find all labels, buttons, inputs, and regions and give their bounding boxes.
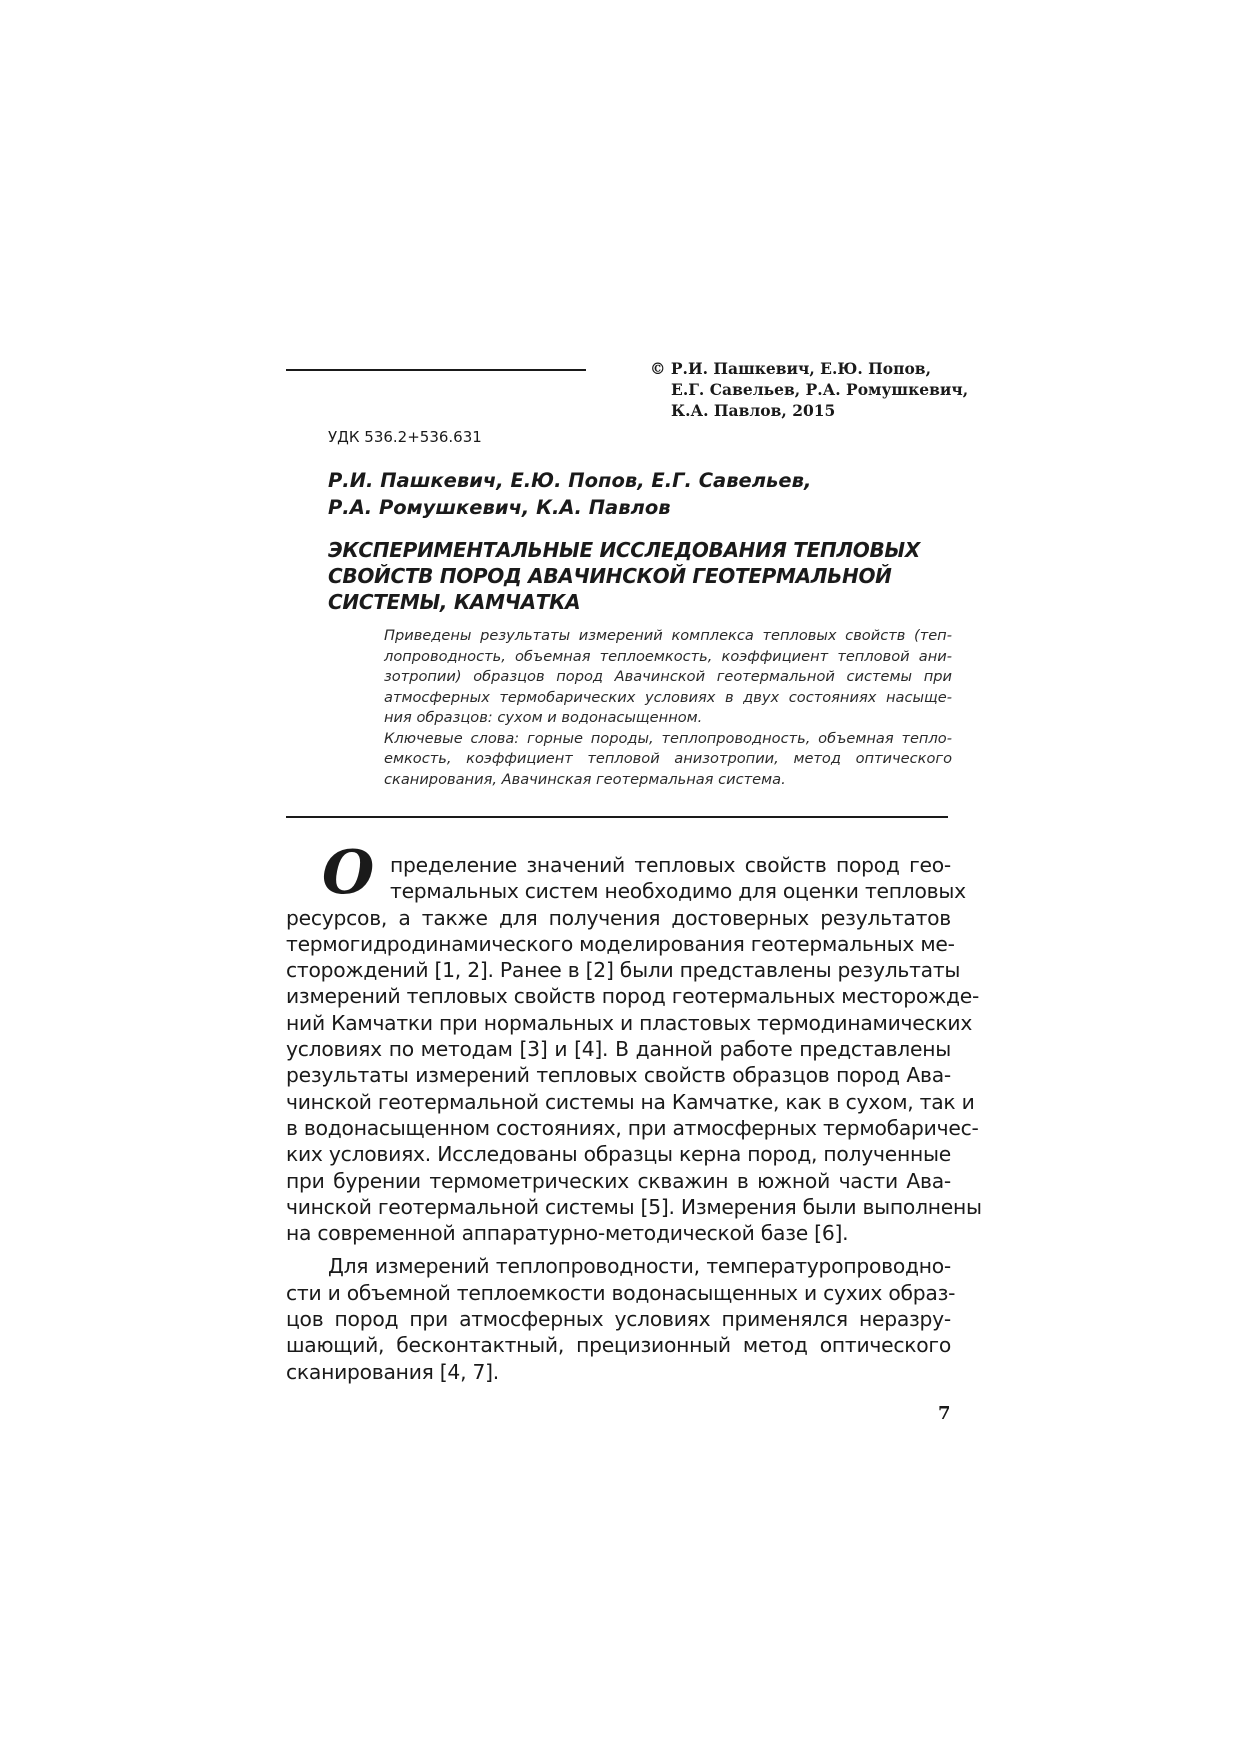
body-line: условиях по методам [3] и [4]. В данной работе представлены xyxy=(286,1037,951,1062)
keywords-line: сканирования, Авачинская геотермальная система. xyxy=(384,770,786,788)
abstract-line: зотропии) образцов пород Авачинской геотермальной системы при xyxy=(384,668,952,685)
udk-code: УДК 536.2+536.631 xyxy=(328,428,482,446)
body-line: чинской геотермальной системы на Камчатке, как в сухом, так и xyxy=(286,1089,975,1114)
body-line: измерений тепловых свойств пород геотермальных месторожде- xyxy=(286,984,980,1009)
keywords-line: Ключевые слова: горные породы, теплопроводность, объемная тепло- xyxy=(384,729,952,747)
authors xyxy=(328,467,888,521)
copyright-line-3: К.А. Павлов, 2015 xyxy=(671,401,836,420)
abstract-line: атмосферных термобарических условиях в двух состояниях насыще- xyxy=(384,688,952,706)
keywords-line: емкость, коэффициент тепловой анизотропии, метод оптического xyxy=(384,750,952,767)
abstract-line: лопроводность, объемная теплоемкость, коэффициент тепловой ани- xyxy=(384,647,952,665)
body-line: шающий, бесконтактный, прецизионный метод оптического xyxy=(286,1333,951,1358)
body-line: цов пород при атмосферных условиях применялся неразру- xyxy=(286,1307,951,1332)
body-line: пределение значений тепловых свойств пород гео- xyxy=(390,853,951,877)
copyright-notice xyxy=(650,358,970,421)
drop-cap: О xyxy=(322,838,375,908)
header-rule-left xyxy=(286,369,586,371)
authors-line-1: Р.И. Пашкевич, Е.Ю. Попов, Е.Г. Савельев, xyxy=(328,469,812,492)
body-line: при бурении термометрических скважин в южной части Ава- xyxy=(286,1168,951,1193)
title-line-2: СВОЙСТВ ПОРОД АВАЧИНСКОЙ ГЕОТЕРМАЛЬНОЙ xyxy=(328,564,892,588)
body-text xyxy=(286,852,982,1385)
body-line: чинской геотермальной системы [5]. Измерения были выполнены xyxy=(286,1194,982,1219)
title-line-3: СИСТЕМЫ, КАМЧАТКА xyxy=(328,590,581,614)
body-line: Для измерений теплопроводности, температуропроводно- xyxy=(328,1254,951,1279)
body-line: сти и объемной теплоемкости водонасыщенных и сухих образ- xyxy=(286,1280,956,1305)
copyright-line-2: Е.Г. Савельев, Р.А. Ромушкевич, xyxy=(671,380,969,399)
article-title xyxy=(328,537,948,615)
body-line: результаты измерений тепловых свойств образцов пород Ава- xyxy=(286,1063,951,1088)
body-line: в водонасыщенном состояниях, при атмосферных термобаричес- xyxy=(286,1115,979,1140)
authors-line-2: Р.А. Ромушкевич, К.А. Павлов xyxy=(328,496,671,519)
body-line: термальных систем необходимо для оценки тепловых xyxy=(390,879,966,904)
body-line: сканирования [4, 7]. xyxy=(286,1359,499,1384)
abstract-line: Приведены результаты измерений комплекса тепловых свойств (теп- xyxy=(384,627,952,644)
abstract xyxy=(384,626,952,790)
body-line: на современной аппаратурно-методической базе [6]. xyxy=(286,1221,849,1246)
body-line: ресурсов, а также для получения достоверных результатов xyxy=(286,905,951,930)
abstract-line: ния образцов: сухом и водонасыщенном. xyxy=(384,709,703,726)
title-line-1: ЭКСПЕРИМЕНТАЛЬНЫЕ ИССЛЕДОВАНИЯ ТЕПЛОВЫХ xyxy=(328,538,920,562)
page-number: 7 xyxy=(938,1403,951,1424)
body-line: ких условиях. Исследованы образцы керна пород, полученные xyxy=(286,1142,951,1167)
paragraph-2 xyxy=(286,1253,956,1384)
copyright-line-1: © Р.И. Пашкевич, Е.Ю. Попов, xyxy=(650,359,931,378)
body-line: термогидродинамического моделирования геотермальных ме- xyxy=(286,931,955,956)
section-divider xyxy=(286,816,948,818)
body-line: сторождений [1, 2]. Ранее в [2] были представлены результаты xyxy=(286,958,961,983)
paragraph-1 xyxy=(286,852,982,1246)
body-line: ний Камчатки при нормальных и пластовых термодинамических xyxy=(286,1010,973,1035)
